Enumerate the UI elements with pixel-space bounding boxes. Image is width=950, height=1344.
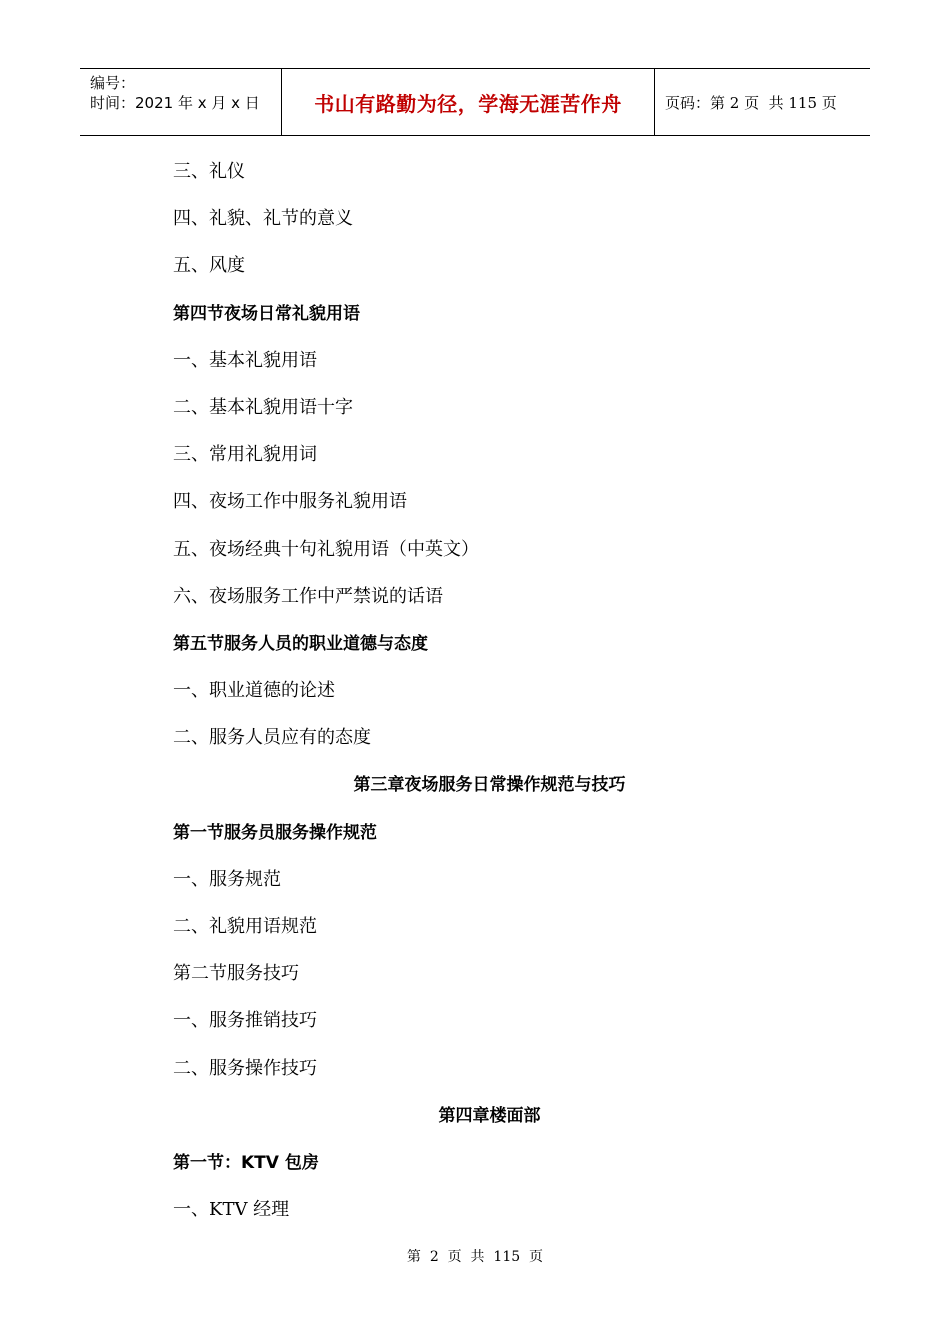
- toc-item: 二、基本礼貌用语十字: [173, 396, 353, 418]
- header-page-info: [655, 69, 870, 136]
- document-number-label: 编号：: [90, 74, 136, 92]
- toc-item: 一、KTV 经理: [173, 1199, 290, 1221]
- footer-page-number: 第 2 页 共 115 页: [406, 1249, 544, 1265]
- toc-item: 四、礼貌、礼节的意义: [173, 208, 353, 230]
- page-info-text: 页码：第 2 页 共 115 页: [665, 94, 837, 112]
- toc-item: 一、基本礼貌用语: [173, 349, 317, 371]
- toc-item: 二、服务操作技巧: [173, 1057, 317, 1079]
- toc-section-heading: 第一节：KTV 包房: [173, 1152, 319, 1173]
- toc-item: 六、夜场服务工作中严禁说的话语: [173, 585, 443, 607]
- toc-item: 五、夜场经典十句礼貌用语（中英文）: [173, 538, 479, 560]
- toc-item: 五、风度: [173, 255, 245, 277]
- toc-item: 三、常用礼貌用词: [173, 444, 317, 466]
- toc-item: 一、职业道德的论述: [173, 680, 335, 702]
- document-date: 时间：2021 年 x 月 x 日: [90, 94, 260, 112]
- toc-item: 二、礼貌用语规范: [173, 916, 317, 937]
- toc-section-heading: 第一节服务员服务操作规范: [173, 822, 377, 843]
- toc-item: 三、礼仪: [173, 161, 245, 182]
- toc-chapter-heading: 第四章楼面部: [438, 1105, 541, 1126]
- toc-section-heading: 第二节服务技巧: [173, 963, 299, 985]
- toc-item: 四、夜场工作中服务礼貌用语: [173, 491, 407, 513]
- page-header: [80, 68, 870, 136]
- toc-section-heading: 第四节夜场日常礼貌用语: [173, 303, 360, 324]
- toc-item: 二、服务人员应有的态度: [173, 727, 371, 749]
- header-motto: 书山有路勤为径，学海无涯苦作舟: [282, 69, 655, 136]
- header-meta: [80, 69, 282, 136]
- table-of-contents: [173, 157, 806, 1242]
- page-footer: [0, 1246, 950, 1266]
- toc-section-heading: 第五节服务人员的职业道德与态度: [173, 633, 428, 654]
- toc-item: 一、服务规范: [173, 868, 281, 890]
- toc-chapter-heading: 第三章夜场服务日常操作规范与技巧: [353, 775, 626, 796]
- toc-item: 一、服务推销技巧: [173, 1010, 317, 1032]
